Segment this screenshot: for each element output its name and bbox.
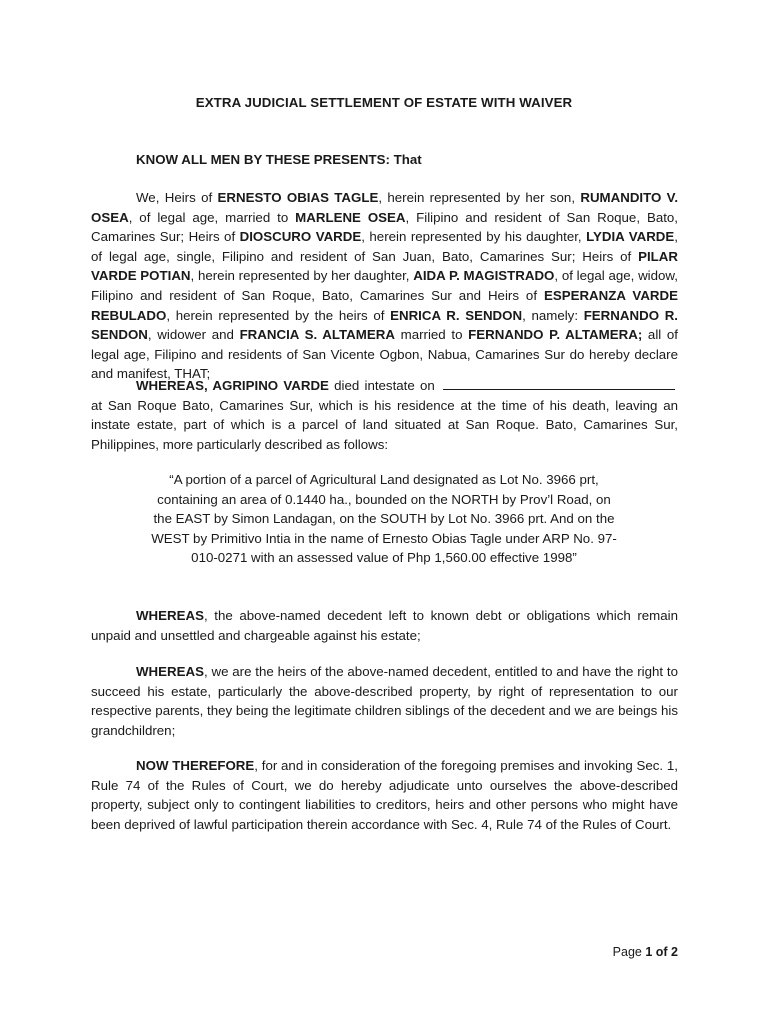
text-run: , namely:	[522, 307, 584, 323]
party-name: ERNESTO OBIAS TAGLE	[217, 190, 379, 205]
text-run: , Filipino and resident of San Roque, Bato, Camarines Sur; Heirs of	[91, 209, 678, 245]
text-run: , herein represented by her son,	[378, 190, 581, 205]
whereas-heirs-paragraph	[91, 662, 678, 740]
property-description-quote: “A portion of a parcel of Agricultural Land designated as Lot No. 3966 prt, containing an area of 0.1440 ha., bounded on the NORTH by Prov’l Road, on the EAST by Simon Landagan, on the SOUTH by Lot No. 3966 prt. And on the WEST by Primitivo Intia in the name of Ernesto Obias Tagle under ARP No. 97-010-0271 with an assessed value of Php 1,560.00 effective 1998”	[151, 472, 617, 566]
text-run: We, Heirs of	[136, 190, 218, 205]
party-name: LYDIA VARDE	[586, 229, 675, 245]
whereas-label: WHEREAS	[136, 608, 204, 623]
party-name: AIDA P. MAGISTRADO	[413, 268, 555, 284]
text-run: , the above-named decedent left to known debt or obligations which remain unpaid and unsettled and chargeable against his estate;	[91, 608, 678, 643]
whereas-debt-paragraph	[91, 606, 678, 645]
preamble-heading: KNOW ALL MEN BY THESE PRESENTS: That	[136, 152, 422, 167]
party-name: PILAR VARDE POTIAN	[91, 248, 678, 284]
party-name: FRANCIA S. ALTAMERA	[239, 327, 395, 343]
page-of: of	[652, 945, 672, 959]
page-number	[613, 943, 678, 963]
text-run: died intestate on	[328, 378, 440, 393]
party-name: ESPERANZA VARDE REBULADO	[91, 287, 678, 323]
whereas-label: WHEREAS	[136, 664, 204, 679]
party-name: MARLENE OSEA	[295, 209, 406, 225]
parties-paragraph	[91, 188, 678, 384]
text-run: , for and in consideration of the foregoing premises and invoking Sec. 1, Rule 74 of the Rules of Court, we do hereby adjudicate unto ourselves the above-described property, subject only to contingent liabilities to creditors, heirs and other persons who might have been deprived of lawful participation therein accordance with Sec. 4, Rule 74 of the Rules of Court.	[91, 758, 678, 832]
now-therefore-paragraph	[91, 756, 678, 834]
text-run: all of legal age, Filipino and residents of San Vicente Ogbon, Nabua, Camarines Sur do hereby declare and manifest, THAT;	[91, 327, 678, 382]
text-run: , herein represented by her daughter,	[190, 268, 414, 284]
page-total: 2	[671, 945, 678, 959]
text-run: , widower and	[147, 327, 240, 343]
date-blank-line	[443, 376, 675, 390]
now-therefore-label: NOW THEREFORE	[136, 758, 255, 773]
party-name: FERNANDO P. ALTAMERA;	[468, 327, 643, 343]
party-name: FERNANDO R. SENDON	[91, 307, 678, 343]
text-run: , we are the heirs of the above-named decedent, entitled to and have the right to succeed his estate, particularly the above-described property, by right of representation to our respective parents, they being the legitimate children siblings of the decedent and we are beings his grandchildren;	[91, 664, 678, 738]
party-name: DIOSCURO VARDE	[239, 229, 362, 245]
text-run: , of legal age, single, Filipino and resident of San Juan, Bato, Camarines Sur; Heirs of	[91, 229, 678, 264]
whereas-label: WHEREAS, AGRIPINO VARDE	[136, 378, 329, 393]
document-title: EXTRA JUDICIAL SETTLEMENT OF ESTATE WITH WAIVER	[195, 95, 573, 110]
text-run: , herein represented by the heirs of	[166, 307, 391, 323]
whereas-death-paragraph	[91, 376, 678, 454]
text-run: , herein represented by his daughter,	[361, 229, 587, 245]
text-run: , of legal age, widow, Filipino and resident of San Roque, Bato, Camarines Sur and Heirs of	[91, 268, 678, 303]
party-name: RUMANDITO V. OSEA	[91, 190, 679, 225]
page-word: Page	[612, 945, 646, 959]
page-current: 1	[645, 945, 653, 959]
text-run: , of legal age, married to	[128, 209, 296, 225]
text-run: at San Roque Bato, Camarines Sur, which is his residence at the time of his death, leaving an instate estate, part of which is a parcel of land situated at San Roque. Bato, Camarines Sur, Philippines, more particularly described as follows:	[91, 397, 678, 452]
text-run: married to	[394, 327, 469, 343]
party-name: ENRICA R. SENDON	[390, 307, 523, 323]
